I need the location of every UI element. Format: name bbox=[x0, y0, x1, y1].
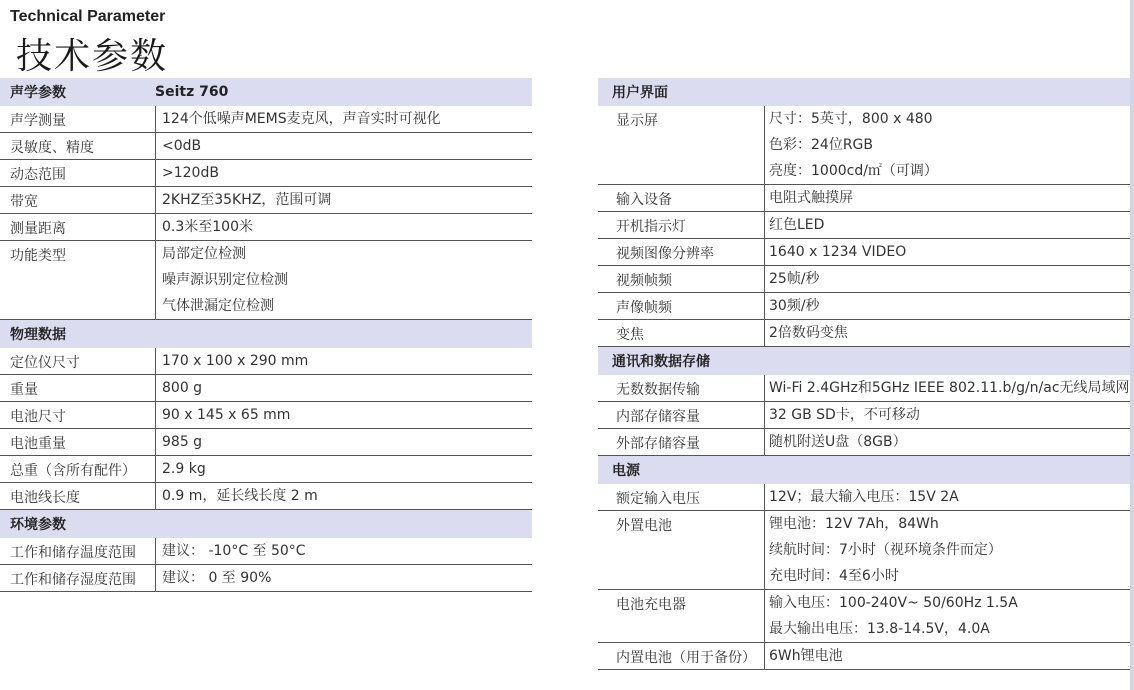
spec-row bbox=[598, 375, 1130, 402]
spec-value: >120dB bbox=[162, 165, 219, 181]
spec-row bbox=[0, 402, 532, 429]
spec-values bbox=[764, 375, 1130, 401]
page-title-english: Technical Parameter bbox=[10, 8, 166, 25]
spec-value: 1640 x 1234 VIDEO bbox=[769, 244, 907, 260]
spec-row bbox=[0, 160, 532, 187]
right-edge-bar bbox=[1130, 0, 1134, 690]
spec-row bbox=[598, 643, 1130, 670]
spec-values bbox=[764, 293, 1130, 319]
spec-row bbox=[0, 456, 532, 483]
spec-values bbox=[764, 239, 1130, 265]
spec-value: 输入电压：100-240V~ 50/60Hz 1.5A bbox=[769, 595, 1018, 611]
section-title: 电源 bbox=[612, 463, 640, 479]
spec-row bbox=[598, 185, 1130, 212]
spec-value: 气体泄漏定位检测 bbox=[162, 298, 274, 314]
spec-values bbox=[764, 106, 1130, 184]
spec-values bbox=[155, 241, 532, 319]
spec-value: 2.9 kg bbox=[162, 461, 206, 477]
spec-label: 内部存储容量 bbox=[616, 409, 700, 425]
spec-label: 灵敏度、精度 bbox=[10, 140, 94, 156]
spec-row bbox=[0, 375, 532, 402]
spec-label: 重量 bbox=[10, 382, 38, 398]
spec-values bbox=[155, 187, 532, 213]
spec-label: 电池重量 bbox=[10, 436, 66, 452]
section-header bbox=[0, 78, 532, 106]
spec-label: 视频帧频 bbox=[616, 273, 672, 289]
spec-value: 建议： -10°C 至 50°C bbox=[162, 543, 306, 559]
spec-value: 12V；最大输入电压：15V 2A bbox=[769, 489, 959, 505]
spec-label: 输入设备 bbox=[616, 192, 672, 208]
section-header bbox=[598, 456, 1130, 484]
spec-row bbox=[598, 239, 1130, 266]
section-title: 通讯和数据存储 bbox=[612, 354, 710, 370]
spec-value: 0.9 m，延长线长度 2 m bbox=[162, 488, 318, 504]
spec-value: 续航时间：7小时（视环境条件而定） bbox=[769, 542, 1002, 558]
spec-value: 32 GB SD卡，不可移动 bbox=[769, 407, 920, 423]
spec-row bbox=[598, 320, 1130, 347]
spec-label: 视频图像分辨率 bbox=[616, 246, 714, 262]
spec-values bbox=[764, 511, 1130, 589]
spec-row bbox=[0, 133, 532, 160]
spec-row bbox=[598, 511, 1130, 590]
spec-value: 色彩：24位RGB bbox=[769, 137, 873, 153]
spec-label: 额定输入电压 bbox=[616, 491, 700, 507]
spec-row bbox=[598, 484, 1130, 511]
spec-value: 90 x 145 x 65 mm bbox=[162, 407, 291, 423]
spec-value: 30频/秒 bbox=[769, 298, 820, 314]
spec-label: 动态范围 bbox=[10, 167, 66, 183]
spec-value: 充电时间：4至6小时 bbox=[769, 568, 899, 584]
spec-label: 声学测量 bbox=[10, 113, 66, 129]
spec-row bbox=[598, 429, 1130, 456]
spec-value: 最大输出电压：13.8-14.5V，4.0A bbox=[769, 621, 990, 637]
spec-label: 测量距离 bbox=[10, 221, 66, 237]
spec-row bbox=[0, 348, 532, 375]
spec-label: 内置电池（用于备份） bbox=[616, 650, 756, 666]
spec-row bbox=[0, 565, 532, 592]
spec-label: 功能类型 bbox=[10, 248, 66, 264]
spec-values bbox=[764, 590, 1130, 642]
section-header-value: Seitz 760 bbox=[155, 84, 229, 100]
spec-value: Wi-Fi 2.4GHz和5GHz IEEE 802.11.b/g/n/ac无线局域网 bbox=[769, 380, 1130, 396]
spec-values bbox=[764, 266, 1130, 292]
section-title: 物理数据 bbox=[10, 327, 66, 343]
spec-label: 工作和储存温度范围 bbox=[10, 545, 136, 561]
spec-value: 2倍数码变焦 bbox=[769, 325, 848, 341]
spec-values bbox=[155, 106, 532, 132]
spec-values bbox=[155, 483, 532, 509]
spec-value: 局部定位检测 bbox=[162, 246, 246, 262]
spec-label: 定位仪尺寸 bbox=[10, 355, 80, 371]
spec-row bbox=[598, 293, 1130, 320]
spec-label: 电池尺寸 bbox=[10, 409, 66, 425]
left-spec-column bbox=[0, 78, 532, 592]
spec-values bbox=[155, 348, 532, 374]
spec-value: 0.3米至100米 bbox=[162, 219, 253, 235]
page-title-chinese: 技术参数 bbox=[16, 36, 169, 77]
spec-value: 25帧/秒 bbox=[769, 271, 820, 287]
section-title: 声学参数 bbox=[10, 85, 66, 101]
spec-value: 随机附送U盘（8GB） bbox=[769, 434, 907, 450]
spec-label: 电池充电器 bbox=[616, 597, 686, 613]
spec-label: 无数数据传输 bbox=[616, 382, 700, 398]
spec-values bbox=[155, 565, 532, 591]
spec-row bbox=[0, 106, 532, 133]
spec-label: 开机指示灯 bbox=[616, 219, 686, 235]
spec-row bbox=[598, 106, 1130, 185]
spec-value: 6Wh锂电池 bbox=[769, 648, 843, 664]
spec-row bbox=[0, 538, 532, 565]
spec-label: 电池线长度 bbox=[10, 490, 80, 506]
spec-value: <0dB bbox=[162, 138, 202, 154]
spec-value: 红色LED bbox=[769, 217, 825, 233]
spec-label: 总重（含所有配件） bbox=[10, 463, 136, 479]
spec-value: 800 g bbox=[162, 380, 203, 396]
spec-values bbox=[764, 484, 1130, 510]
spec-value: 电阻式触摸屏 bbox=[769, 190, 853, 206]
spec-row bbox=[0, 241, 532, 320]
spec-values bbox=[764, 320, 1130, 346]
spec-value: 170 x 100 x 290 mm bbox=[162, 353, 309, 369]
section-header bbox=[0, 320, 532, 348]
spec-value: 亮度：1000cd/㎡（可调） bbox=[769, 163, 938, 179]
spec-values bbox=[155, 538, 532, 564]
spec-values bbox=[155, 160, 532, 186]
spec-values bbox=[764, 185, 1130, 211]
spec-label: 外部存储容量 bbox=[616, 436, 700, 452]
spec-value: 建议： 0 至 90% bbox=[162, 570, 272, 586]
spec-value: 2KHZ至35KHZ，范围可调 bbox=[162, 192, 332, 208]
spec-row bbox=[0, 187, 532, 214]
section-header bbox=[0, 510, 532, 538]
spec-value: 尺寸：5英寸，800 x 480 bbox=[769, 111, 933, 127]
spec-row bbox=[598, 402, 1130, 429]
section-title: 环境参数 bbox=[10, 517, 66, 533]
spec-values bbox=[155, 429, 532, 455]
spec-values bbox=[155, 133, 532, 159]
spec-values bbox=[155, 214, 532, 240]
spec-label: 显示屏 bbox=[616, 113, 658, 129]
spec-label: 声像帧频 bbox=[616, 300, 672, 316]
spec-values bbox=[764, 212, 1130, 238]
section-header bbox=[598, 347, 1130, 375]
section-header bbox=[598, 78, 1130, 106]
spec-value: 锂电池：12V 7Ah，84Wh bbox=[769, 516, 939, 532]
right-spec-column bbox=[598, 78, 1130, 670]
spec-row bbox=[598, 266, 1130, 293]
spec-row bbox=[598, 590, 1130, 643]
spec-label: 工作和储存湿度范围 bbox=[10, 572, 136, 588]
spec-row bbox=[0, 214, 532, 241]
spec-values bbox=[764, 402, 1130, 428]
spec-label: 变焦 bbox=[616, 327, 644, 343]
spec-values bbox=[764, 643, 1130, 669]
spec-value: 124个低噪声MEMS麦克风，声音实时可视化 bbox=[162, 111, 441, 127]
spec-values bbox=[155, 375, 532, 401]
spec-values bbox=[155, 402, 532, 428]
spec-row bbox=[0, 429, 532, 456]
spec-row bbox=[598, 212, 1130, 239]
spec-label: 带宽 bbox=[10, 194, 38, 210]
spec-value: 985 g bbox=[162, 434, 203, 450]
spec-values bbox=[155, 456, 532, 482]
section-title: 用户界面 bbox=[612, 85, 668, 101]
spec-label: 外置电池 bbox=[616, 518, 672, 534]
spec-row bbox=[0, 483, 532, 510]
spec-values bbox=[764, 429, 1130, 455]
spec-value: 噪声源识别定位检测 bbox=[162, 272, 288, 288]
